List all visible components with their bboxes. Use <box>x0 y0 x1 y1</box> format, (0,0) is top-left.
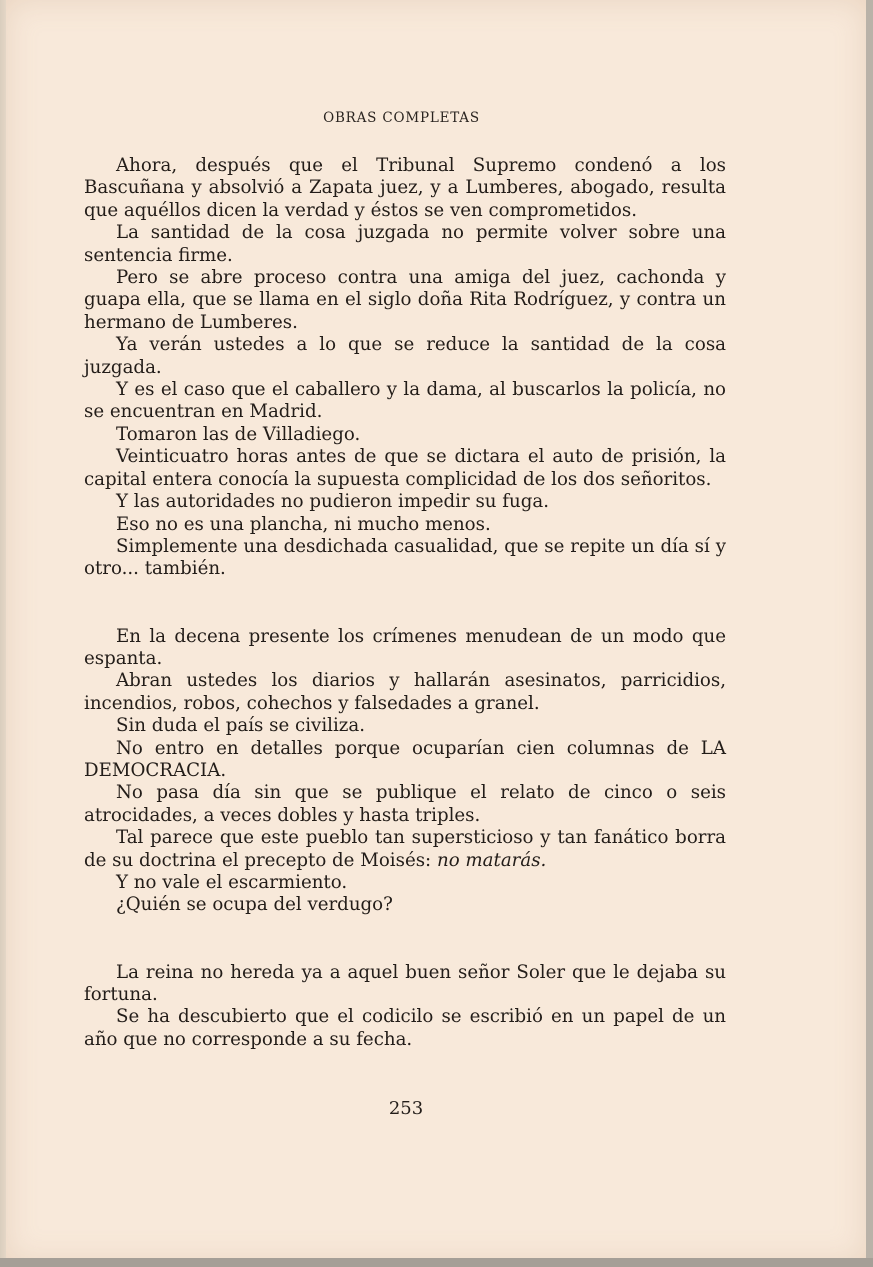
paragraph: No entro en detalles porque ocuparían cien columnas de LA DEMOCRACIA. <box>84 737 726 781</box>
paragraph: ¿Quién se ocupa del verdugo? <box>116 894 393 916</box>
paragraph: Y no vale el escarmiento. <box>116 871 348 893</box>
paragraph: Eso no es una plancha, ni mucho menos. <box>116 513 491 535</box>
paragraph-text: Tal parece que este pueblo tan supersticioso y tan fanático borra de su doctrina el precepto de Moisés: <box>84 827 726 871</box>
section-gap <box>84 603 726 625</box>
page-number: 253 <box>388 1098 424 1119</box>
paragraph: Abran ustedes los diarios y hallarán asesinatos, parricidios, incendios, robos, cohechos y falsedades a granel. <box>84 670 726 714</box>
section-gap <box>84 939 726 961</box>
running-head: OBRAS COMPLETAS <box>323 110 480 126</box>
paragraph: Pero se abre proceso contra una amiga del juez, cachonda y guapa ella, que se llama en el siglo doña Rita Rodríguez, y contra un hermano de Lumberes. <box>84 267 726 333</box>
paragraph: Ya verán ustedes a lo que se reduce la santidad de la cosa juzgada. <box>84 334 726 378</box>
paragraph <box>84 827 726 872</box>
italic-quote: no matarás. <box>436 849 547 871</box>
paragraph: En la decena presente los crímenes menudean de un modo que espanta. <box>84 625 726 669</box>
paragraph: Y las autoridades no pudieron impedir su fuga. <box>116 491 550 513</box>
page-bottom-edge <box>0 1258 873 1267</box>
paragraph: La reina no hereda ya a aquel buen señor Soler que le dejaba su fortuna. <box>84 961 726 1005</box>
paragraph: Simplemente una desdichada casualidad, que se repite un día sí y otro... también. <box>84 535 726 580</box>
paragraph: Ahora, después que el Tribunal Supremo condenó a los Bascuñana y absolvió a Zapata juez, y a Lumberes, abogado, resulta que aquéllos dicen la verdad y éstos se ven comprometidos. <box>84 155 726 221</box>
paragraph: La santidad de la cosa juzgada no permite volver sobre una sentencia firme. <box>84 222 726 266</box>
paragraph: No pasa día sin que se publique el relato de cinco o seis atrocidades, a veces dobles y hasta triples. <box>84 782 726 826</box>
paragraph: Veinticuatro horas antes de que se dictara el auto de prisión, la capital entera conocía la supuesta complicidad de los dos señoritos. <box>84 446 726 490</box>
section-gap <box>84 917 726 939</box>
paragraph: Y es el caso que el caballero y la dama, al buscarlos la policía, no se encuentran en Madrid. <box>84 379 726 423</box>
paragraph: Tomaron las de Villadiego. <box>116 423 361 445</box>
body-text <box>84 155 726 1051</box>
paragraph: Se ha descubierto que el codicilo se escribió en un papel de un año que no corresponde a su fecha. <box>84 1006 726 1050</box>
section-gap <box>84 581 726 603</box>
paragraph: Sin duda el país se civiliza. <box>116 715 365 737</box>
